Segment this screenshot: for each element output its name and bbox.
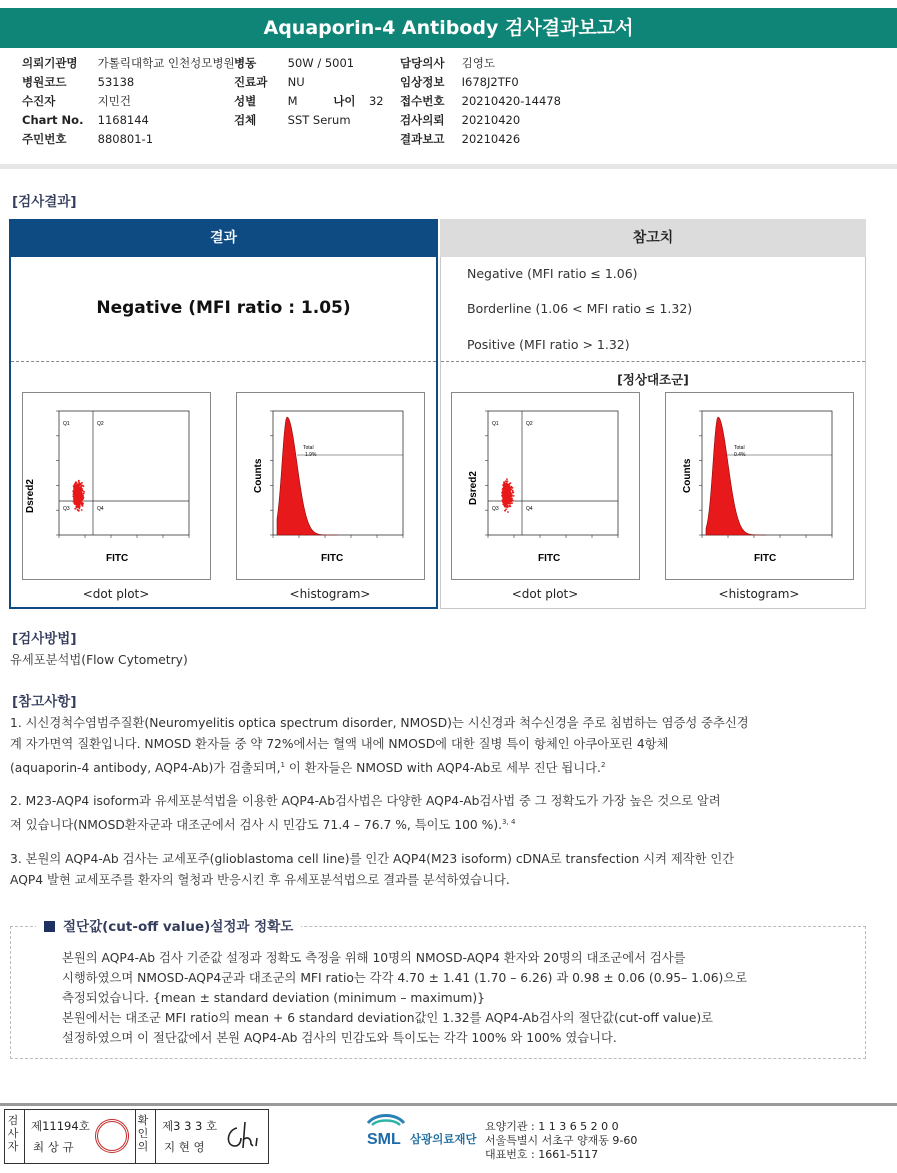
ref-borderline: Borderline (1.06 < MFI ratio ≤ 1.32)	[467, 301, 693, 316]
signature-image	[223, 1120, 263, 1154]
note-1-line-3b: 이 환자들은 NMOSD with AQP4-Ab로 세부 진단 됩니다.	[285, 761, 601, 776]
q1-label: Q1	[492, 421, 499, 427]
dept-value: NU	[287, 75, 305, 89]
institution-value: 가톨릭대학교 인천성모병원	[97, 56, 235, 70]
dot-point	[81, 489, 83, 491]
q3-label: Q3	[63, 506, 70, 512]
age-label: 나이	[333, 94, 356, 108]
note-1-line-3a: (aquaporin-4 antibody, AQP4-Ab)가 검출되며,	[10, 761, 281, 776]
control-dot-caption: <dot plot>	[511, 587, 579, 601]
hospcode-label: 병원코드	[22, 75, 67, 89]
sig-divider	[24, 1110, 25, 1163]
control-label: [정상대조군]	[617, 372, 689, 387]
dot-point	[78, 480, 80, 482]
footer-divider	[0, 1103, 897, 1106]
dot-point	[75, 505, 77, 507]
dot-point	[503, 481, 505, 483]
dot-point	[80, 493, 82, 495]
dot-point	[509, 489, 511, 491]
dept-label: 진료과	[234, 75, 268, 89]
dot-point	[508, 491, 510, 493]
confirmer-number: 제3 3 3 호	[162, 1119, 218, 1133]
patient-label: 수진자	[22, 94, 56, 108]
inspector-label-text: 검사자	[7, 1114, 19, 1153]
dot-point	[82, 493, 84, 495]
cutoff-text	[62, 948, 852, 1048]
dot-point	[506, 478, 508, 480]
control-histogram-curve	[706, 417, 766, 535]
dot-point	[510, 482, 512, 484]
ref-sup-3-4: 3, 4	[502, 818, 516, 826]
q3-label: Q3	[492, 506, 499, 512]
info-divider	[0, 164, 897, 169]
dot-point	[512, 490, 514, 492]
dot-point	[501, 492, 503, 494]
dot-point	[74, 483, 76, 485]
hist-total-label: Total	[303, 445, 314, 451]
inspector-number: 제11194호	[31, 1119, 90, 1133]
note-1-line-2: 계 자가면역 질환입니다. NMOSD 환자들 중 약 72%에서는 혈액 내에 NMOSD에 대한 질병 특이 항체인 아쿠아포린 4항체	[10, 737, 669, 751]
dot-point	[505, 480, 507, 482]
dot-point	[79, 497, 81, 499]
patient-dot-plot-svg	[23, 393, 210, 579]
dot-point	[83, 485, 85, 487]
dot-point	[511, 487, 513, 489]
ref-sup-1: 1	[280, 761, 286, 769]
report-value: 20210426	[461, 132, 521, 146]
dot-point	[75, 499, 77, 501]
method-section-title: [검사방법]	[12, 631, 77, 647]
dot-point	[503, 498, 505, 500]
confirmer-label	[137, 1114, 151, 1153]
hist-xlabel: FITC	[321, 553, 344, 564]
sig-divider	[155, 1110, 156, 1163]
dot-point	[76, 491, 78, 493]
control-dot-plot-svg	[452, 393, 639, 579]
method-text: 유세포분석법(Flow Cytometry)	[10, 653, 188, 667]
dot-point	[76, 489, 78, 491]
dot-point	[505, 483, 507, 485]
reference-header: 참고치	[440, 219, 866, 257]
report-label: 결과보고	[400, 132, 445, 146]
request-value: 20210420	[461, 113, 521, 127]
dot-point	[79, 486, 81, 488]
dot-point	[75, 492, 77, 494]
note-1-line-1: 1. 시신경척수염범주질환(Neuromyelitis optica spectrum disorder, NMOSD)는 시신경과 척수신경을 주로 침범하는 염증성 중추신경	[10, 716, 749, 730]
clinical-label: 임상정보	[400, 75, 445, 89]
patient-histogram-svg	[237, 393, 424, 579]
dot-point	[502, 501, 504, 503]
plot-frame	[59, 411, 189, 535]
dot-point	[74, 489, 76, 491]
hist-ylabel: Counts	[682, 458, 693, 493]
control-total-value: 0.4%	[734, 452, 746, 458]
dot-point	[504, 506, 506, 508]
dot-point	[73, 492, 75, 494]
dot-point	[509, 492, 511, 494]
cutoff-title-text: 절단값(cut-off value)설정과 정확도	[63, 919, 294, 935]
dot-xlabel: FITC	[538, 553, 561, 564]
ref-negative: Negative (MFI ratio ≤ 1.06)	[467, 266, 638, 281]
q4-label: Q4	[526, 506, 533, 512]
note-2-line-1: 2. M23-AQP4 isoform과 유세포분석법을 이용한 AQP4-Ab검사법은 다양한 AQP4-Ab검사법 중 그 정확도가 가장 높은 것으로 알려	[10, 794, 721, 808]
dot-point	[507, 499, 509, 501]
request-label: 검사의뢰	[400, 113, 445, 127]
org-phone: 대표번호 : 1661-5117	[485, 1148, 599, 1161]
dot-point	[76, 494, 78, 496]
cutoff-line-2: 시행하였으며 NMOSD-AQP4군과 대조군의 MFI ratio는 각각 4.70 ± 1.41 (1.70 – 6.26) 과 0.98 ± 0.06 (0.95– 1.06)으로	[62, 971, 748, 985]
specimen-label: 검체	[234, 113, 257, 127]
dot-point	[508, 493, 510, 495]
dot-point	[510, 505, 512, 507]
cutoff-line-5: 설정하였으며 이 절단값에서 본원 AQP4-Ab 검사의 민감도와 특이도는 각각 100% 와 100% 였습니다.	[62, 1031, 617, 1045]
confirmer-label-text: 확인의	[137, 1114, 149, 1153]
note-3	[10, 849, 870, 891]
patient-value: 지민건	[97, 94, 131, 108]
dot-point	[74, 508, 76, 510]
q2-label: Q2	[97, 421, 104, 427]
note-3-line-2: AQP4 발현 교세포주를 환자의 혈청과 반응시킨 후 유세포분석법으로 결과를 분석하였습니다.	[10, 873, 510, 887]
dot-point	[506, 499, 508, 501]
dot-point	[504, 491, 506, 493]
dot-point	[507, 495, 509, 497]
sml-logo-text: SML	[367, 1131, 401, 1148]
dot-point	[78, 484, 80, 486]
dot-point	[81, 482, 83, 484]
institution-label: 의뢰기관명	[22, 56, 78, 70]
reference-divider	[441, 361, 865, 362]
dot-point	[77, 509, 79, 511]
note-1	[10, 713, 870, 779]
chart-value: 1168144	[97, 113, 149, 127]
hist-total-label: Total	[734, 445, 745, 451]
q2-label: Q2	[526, 421, 533, 427]
dot-point	[505, 497, 507, 499]
dot-point	[81, 502, 83, 504]
dot-point	[507, 486, 509, 488]
hist-xlabel: FITC	[754, 553, 777, 564]
dot-point	[74, 495, 76, 497]
ward-label: 병동	[234, 56, 257, 70]
control-dot-plot	[451, 392, 640, 580]
plot-frame	[488, 411, 618, 535]
result-header: 결과	[9, 219, 438, 257]
doctor-value: 김영도	[461, 56, 495, 70]
sex-value: M	[287, 94, 298, 108]
dot-point	[81, 494, 83, 496]
dot-point	[509, 502, 511, 504]
clinical-value: I678J2TF0	[461, 75, 519, 89]
dot-point	[72, 490, 74, 492]
control-hist-caption: <histogram>	[718, 587, 800, 601]
signature-box	[4, 1109, 269, 1164]
cutoff-title	[36, 915, 301, 935]
ward-value: 50W / 5001	[287, 56, 355, 70]
inspector-label	[7, 1114, 21, 1153]
q1-label: Q1	[63, 421, 70, 427]
dot-point	[77, 506, 79, 508]
confirmer-name: 지 현 영	[164, 1140, 205, 1154]
patient-histogram-curve	[277, 417, 337, 535]
receipt-label: 접수번호	[400, 94, 445, 108]
note-3-line-1: 3. 본원의 AQP4-Ab 검사는 교세포주(glioblastoma cell line)를 인간 AQP4(M23 isoform) cDNA로 transfection 시켜 제작한 인간	[10, 852, 735, 866]
org-code: 요양기관 : 1 1 3 6 5 2 0 0	[485, 1120, 619, 1133]
sml-logo-icon	[364, 1113, 408, 1149]
sig-divider	[135, 1110, 136, 1163]
org-address: 서울특별시 서초구 양재동 9-60	[485, 1134, 638, 1147]
dot-point	[505, 504, 507, 506]
dot-axes	[485, 411, 618, 538]
dot-point	[507, 511, 509, 513]
dot-point	[504, 494, 506, 496]
dot-point	[506, 489, 508, 491]
ref-positive: Positive (MFI ratio > 1.32)	[467, 337, 630, 352]
chart-label: Chart No.	[22, 113, 84, 127]
dot-point	[505, 508, 507, 510]
dot-axes	[56, 411, 189, 538]
ref-sup-2: 2	[600, 761, 606, 769]
dot-point	[513, 495, 515, 497]
patient-total-value: 1.9%	[305, 452, 317, 458]
inspector-name: 최 상 규	[33, 1140, 74, 1154]
patient-hist-caption: <histogram>	[289, 587, 371, 601]
dot-point	[82, 505, 84, 507]
result-value: Negative (MFI ratio : 1.05)	[96, 298, 351, 318]
control-histogram	[665, 392, 854, 580]
note-2	[10, 791, 870, 836]
report-title: Aquaporin-4 Antibody 검사결과보고서	[0, 8, 897, 48]
hist-ylabel: Counts	[253, 458, 264, 493]
dot-point	[81, 509, 83, 511]
dot-xlabel: FITC	[106, 553, 129, 564]
hospcode-value: 53138	[97, 75, 135, 89]
sex-label: 성별	[234, 94, 257, 108]
org-name: 삼광의료재단	[410, 1132, 477, 1146]
result-divider	[11, 361, 436, 362]
age-value: 32	[368, 94, 384, 108]
dot-point	[81, 496, 83, 498]
dot-point	[76, 486, 78, 488]
cutoff-line-3: 측정되었습니다. {mean ± standard deviation (minimum – maximum)}	[62, 991, 486, 1005]
specimen-value: SST Serum	[287, 113, 351, 127]
dot-point	[510, 500, 512, 502]
patient-histogram	[236, 392, 425, 580]
cutoff-line-1: 본원의 AQP4-Ab 검사 기준값 설정과 정확도 측정을 위해 10명의 NMOSD-AQP4 환자와 20명의 대조군에서 검사를	[62, 951, 686, 965]
note-1-line-3	[10, 755, 870, 779]
dot-ylabel: Dsred2	[25, 479, 36, 513]
dot-point	[74, 502, 76, 504]
patient-dot-caption: <dot plot>	[82, 587, 150, 601]
q4-label: Q4	[97, 506, 104, 512]
doctor-label: 담당의사	[400, 56, 445, 70]
rrn-label: 주민번호	[22, 132, 67, 146]
dot-ylabel: Dsred2	[468, 471, 479, 505]
note-2-line-2	[10, 812, 870, 836]
dot-points	[501, 478, 514, 513]
dot-point	[510, 497, 512, 499]
dot-point	[503, 483, 505, 485]
rrn-value: 880801-1	[97, 132, 154, 146]
dot-point	[501, 495, 503, 497]
dot-point	[78, 501, 80, 503]
control-histogram-svg	[666, 393, 853, 579]
patient-dot-plot	[22, 392, 211, 580]
notes-section-title: [참고사항]	[12, 694, 77, 710]
results-section-title: [검사결과]	[12, 194, 77, 210]
dot-point	[510, 495, 512, 497]
dot-point	[73, 501, 75, 503]
dot-point	[503, 496, 505, 498]
square-bullet-icon	[44, 921, 55, 932]
note-2-line-2a: 져 있습니다(NMOSD환자군과 대조군에서 검사 시 민감도 71.4 – 76.7 %, 특이도 100 %).	[10, 818, 503, 833]
inspector-seal	[95, 1119, 129, 1153]
cutoff-line-4: 본원에서는 대조군 MFI ratio의 mean + 6 standard deviation값인 1.32를 AQP4-Ab검사의 절단값(cut-off value)로	[62, 1011, 714, 1025]
dot-point	[80, 498, 82, 500]
receipt-value: 20210420-14478	[461, 94, 561, 108]
dot-point	[507, 502, 509, 504]
dot-point	[505, 484, 507, 486]
dot-points	[72, 480, 85, 512]
